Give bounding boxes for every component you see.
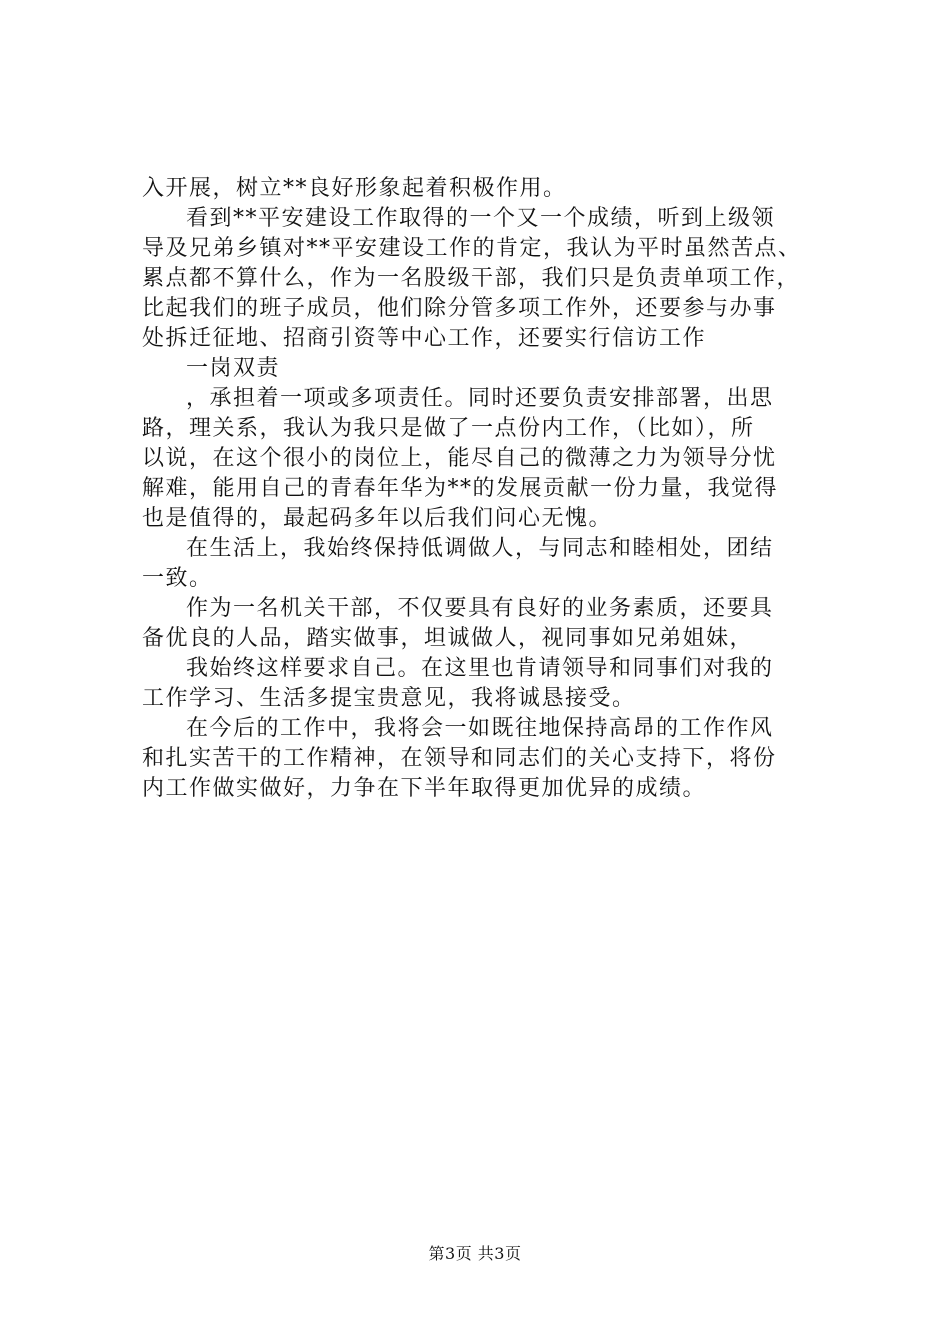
text-line: 在今后的工作中，我将会一如既往地保持高昂的工作作风 xyxy=(186,716,774,741)
text-line: ，承担着一项或多项责任。同时还要负责安排部署，出思 xyxy=(186,386,774,411)
text-line: 累点都不算什么，作为一名股级干部，我们只是负责单项工作， xyxy=(142,266,801,291)
text-line: 看到**平安建设工作取得的一个又一个成绩，听到上级领 xyxy=(186,206,776,231)
text-line: 路，理关系，我认为我只是做了一点份内工作，（比如），所 xyxy=(142,416,755,441)
text-line: 我始终这样要求自己。在这里也肯请领导和同事们对我的 xyxy=(186,656,774,681)
text-line: 入开展，树立**良好形象起着积极作用。 xyxy=(142,176,567,201)
text-line: 处拆迁征地、招商引资等中心工作，还要实行信访工作 xyxy=(142,326,707,351)
text-line: 也是值得的，最起码多年以后我们问心无愧。 xyxy=(142,506,613,531)
text-line: 备优良的人品，踏实做事，坦诚做人，视同事如兄弟姐妹， xyxy=(142,626,754,651)
text-line: 比起我们的班子成员，他们除分管多项工作外，还要参与办事 xyxy=(142,296,777,321)
text-line: 作为一名机关干部，不仅要具有良好的业务素质，还要具 xyxy=(186,596,774,621)
text-line: 一致。 xyxy=(142,566,213,591)
text-line: 一岗双责 xyxy=(186,356,281,381)
document-body xyxy=(142,174,832,804)
text-line: 在生活上，我始终保持低调做人，与同志和睦相处，团结 xyxy=(186,536,774,561)
text-line: 和扎实苦干的工作精神，在领导和同志们的关心支持下，将份 xyxy=(142,746,777,771)
text-line: 导及兄弟乡镇对**平安建设工作的肯定，我认为平时虽然苦点、 xyxy=(142,236,802,261)
text-line: 内工作做实做好，力争在下半年取得更加优异的成绩。 xyxy=(142,776,707,801)
page-footer: 第3页 共3页 xyxy=(428,1244,522,1263)
text-line: 以说，在这个很小的岗位上，能尽自己的微薄之力为领导分忧 xyxy=(142,446,777,471)
text-line: 工作学习、生活多提宝贵意见，我将诚恳接受。 xyxy=(142,686,636,711)
text-line: 解难，能用自己的青春年华为**的发展贡献一份力量，我觉得 xyxy=(142,476,779,501)
